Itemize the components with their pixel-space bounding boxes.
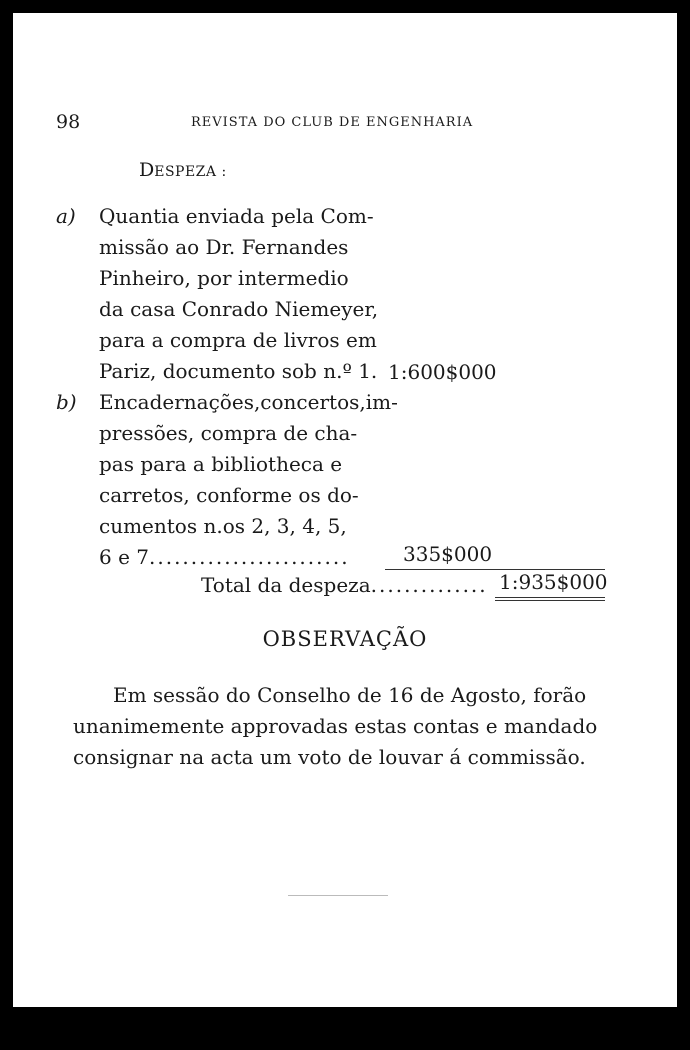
observation-line: unanimemente approvadas estas contas e mandado [73, 714, 598, 738]
item-b-line: carretos, conforme os do- [99, 483, 359, 507]
total-amount: 1:935$000 [499, 570, 608, 594]
item-b-line [99, 542, 350, 573]
item-b-line: cumentos n.os 2, 3, 4, 5, [99, 514, 347, 538]
total-rule-2 [495, 600, 605, 601]
item-b-line: pas para a bibliotheca e [99, 452, 343, 476]
section-title-initial: D [139, 159, 155, 181]
observation-title: OBSERVAÇÃO [262, 627, 428, 651]
observation-line: Em sessão do Conselho de 16 de Agosto, forão [113, 683, 587, 707]
document-page [13, 13, 677, 1007]
item-a-marker: a) [56, 204, 76, 228]
total-rule-1 [495, 597, 605, 598]
print-smudge [288, 895, 388, 896]
item-b-line: Encadernações,concertos,im- [99, 390, 398, 414]
leader-dots: .............. [370, 573, 488, 597]
item-a-line: Pinheiro, por intermedio [99, 266, 349, 290]
total-label-line [201, 570, 488, 601]
item-a-line: missão ao Dr. Fernandes [99, 235, 349, 259]
item-b-last-text: 6 e 7 [99, 545, 149, 569]
item-a-line: Quantia enviada pela Com- [99, 204, 374, 228]
item-a-line: da casa Conrado Niemeyer, [99, 297, 379, 321]
section-title [139, 159, 227, 181]
item-b-marker: b) [56, 390, 77, 414]
total-label: Total da despeza [201, 573, 371, 597]
running-title: REVISTA DO CLUB DE ENGENHARIA [191, 115, 474, 130]
item-b-amount: 335$000 [403, 542, 493, 566]
item-a-line: para a compra de livros em [99, 328, 377, 352]
observation-line: consignar na acta um voto de louvar á commissão. [73, 745, 586, 769]
page-number: 98 [56, 111, 81, 133]
item-a-line: Pariz, documento sob n.º 1. [99, 359, 378, 383]
leader-dots: ........................ [149, 545, 350, 569]
item-b-line: pressões, compra de cha- [99, 421, 358, 445]
item-a-amount: 1:600$000 [388, 360, 497, 384]
section-title-rest: ESPEZA : [154, 164, 227, 180]
